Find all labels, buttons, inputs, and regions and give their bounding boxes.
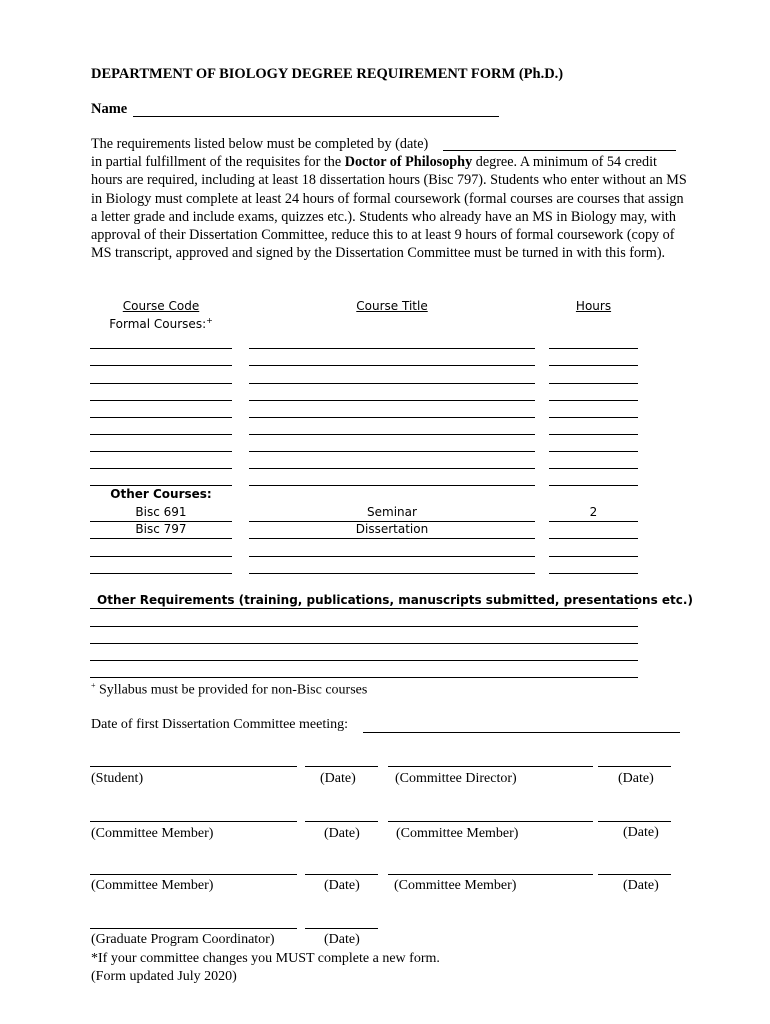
- footnote-text: Syllabus must be provided for non-Bisc courses: [99, 682, 368, 698]
- column-header-course-code: Course Code: [122, 299, 200, 313]
- other-requirements-line[interactable]: [90, 660, 638, 661]
- formal-row-hours-line[interactable]: [549, 400, 638, 401]
- other-courses-label: Other Courses:: [110, 487, 212, 501]
- formal-row-hours-line[interactable]: [549, 434, 638, 435]
- column-header-course-title: Course Title: [356, 299, 428, 313]
- director-date-line[interactable]: [598, 766, 671, 767]
- committee-change-notice: *If your committee changes you MUST complete a new form.: [91, 951, 440, 966]
- intro-paragraph: [91, 135, 691, 262]
- first-meeting-date-line[interactable]: [363, 732, 680, 733]
- other-requirements-line[interactable]: [90, 677, 638, 678]
- committee-member-date-line[interactable]: [598, 874, 671, 875]
- intro-part2: in partial fulfillment of the requisites for the: [91, 154, 342, 171]
- other-requirements-line[interactable]: [90, 608, 638, 609]
- committee-member-label: (Committee Member): [394, 878, 517, 893]
- other-row-title-line[interactable]: [249, 556, 535, 557]
- other-course-hours: 2: [589, 505, 598, 519]
- formal-row-hours-line[interactable]: [549, 348, 638, 349]
- formal-courses-label: [90, 316, 232, 331]
- formal-row-code-line[interactable]: [90, 485, 232, 486]
- other-row-hours-line[interactable]: [549, 538, 638, 539]
- other-course-code: Bisc 691: [135, 505, 187, 519]
- student-date-line[interactable]: [305, 766, 378, 767]
- formal-row-code-line[interactable]: [90, 365, 232, 366]
- formal-row-hours-line[interactable]: [549, 383, 638, 384]
- formal-row-code-line[interactable]: [90, 417, 232, 418]
- other-row-title-line[interactable]: [249, 538, 535, 539]
- intro-part3: degree. A minimum of 54 credit hours are required, including at least 18 dissertation hours (Bisc 797). Students who enter without an MS in Biology must complete at least 24 hours of formal coursework (formal courses are courses that assign a letter grade and include exams, quizzes etc.). Students who already have an MS in Biology may, with approval of their Dissertation Committee, reduce this to at least 9 hours of formal coursework (copy of MS transcript, approved and signed by the Dissertation Committee must be turned in with this form).: [91, 154, 687, 262]
- student-signature-line[interactable]: [90, 766, 297, 767]
- column-header-hours: Hours: [575, 299, 612, 313]
- formal-row-title-line[interactable]: [249, 485, 535, 486]
- formal-row-code-line[interactable]: [90, 434, 232, 435]
- committee-member-label: (Committee Member): [91, 826, 214, 841]
- formal-row-title-line[interactable]: [249, 400, 535, 401]
- formal-row-code-line[interactable]: [90, 383, 232, 384]
- committee-member-date-label: (Date): [623, 878, 659, 893]
- formal-courses-sup: +: [206, 316, 213, 325]
- other-row-hours-line[interactable]: [549, 573, 638, 574]
- coordinator-date-line[interactable]: [305, 928, 378, 929]
- form-updated-note: (Form updated July 2020): [91, 969, 237, 984]
- formal-row-title-line[interactable]: [249, 434, 535, 435]
- other-course-title: Dissertation: [355, 522, 429, 536]
- other-requirements-line[interactable]: [90, 643, 638, 644]
- intro-part1: The requirements listed below must be completed by (date): [91, 136, 429, 152]
- formal-row-code-line[interactable]: [90, 348, 232, 349]
- committee-member-date-label: (Date): [324, 826, 360, 841]
- committee-member-label: (Committee Member): [396, 826, 519, 841]
- form-title: DEPARTMENT OF BIOLOGY DEGREE REQUIREMENT FORM (Ph.D.): [91, 66, 564, 82]
- director-date-label: (Date): [618, 771, 654, 786]
- committee-member-signature-line[interactable]: [388, 821, 593, 822]
- formal-row-code-line[interactable]: [90, 451, 232, 452]
- committee-member-date-label: (Date): [623, 825, 659, 840]
- other-course-code: Bisc 797: [135, 522, 187, 536]
- formal-row-hours-line[interactable]: [549, 468, 638, 469]
- other-row-hours-line[interactable]: [549, 521, 638, 522]
- committee-member-date-line[interactable]: [305, 821, 378, 822]
- formal-row-hours-line[interactable]: [549, 417, 638, 418]
- committee-member-label: (Committee Member): [91, 878, 214, 893]
- formal-row-title-line[interactable]: [249, 365, 535, 366]
- committee-member-signature-line[interactable]: [90, 821, 297, 822]
- coordinator-date-label: (Date): [324, 932, 360, 947]
- coordinator-label: (Graduate Program Coordinator): [91, 932, 275, 947]
- formal-row-hours-line[interactable]: [549, 365, 638, 366]
- other-requirements-line[interactable]: [90, 626, 638, 627]
- formal-courses-text: Formal Courses:: [109, 317, 207, 331]
- director-signature-line[interactable]: [388, 766, 593, 767]
- footnote-sup: +: [91, 681, 96, 690]
- completion-date-line[interactable]: [443, 150, 676, 151]
- committee-member-date-label: (Date): [324, 878, 360, 893]
- other-row-title-line[interactable]: [249, 573, 535, 574]
- formal-row-title-line[interactable]: [249, 468, 535, 469]
- committee-member-date-line[interactable]: [305, 874, 378, 875]
- committee-director-label: (Committee Director): [395, 771, 517, 786]
- other-row-hours-line[interactable]: [549, 556, 638, 557]
- first-meeting-label: Date of first Dissertation Committee meeting:: [91, 717, 348, 732]
- formal-row-hours-line[interactable]: [549, 485, 638, 486]
- formal-row-title-line[interactable]: [249, 383, 535, 384]
- formal-row-title-line[interactable]: [249, 417, 535, 418]
- other-row-code-line[interactable]: [90, 556, 232, 557]
- committee-member-signature-line[interactable]: [388, 874, 593, 875]
- name-field-line[interactable]: [133, 116, 499, 117]
- committee-member-date-line[interactable]: [598, 821, 671, 822]
- other-course-title: Seminar: [367, 505, 417, 519]
- other-row-code-line[interactable]: [90, 573, 232, 574]
- other-row-code-line[interactable]: [90, 538, 232, 539]
- formal-row-code-line[interactable]: [90, 468, 232, 469]
- coordinator-signature-line[interactable]: [90, 928, 297, 929]
- formal-row-code-line[interactable]: [90, 400, 232, 401]
- formal-row-title-line[interactable]: [249, 451, 535, 452]
- student-label: (Student): [91, 771, 144, 786]
- name-label: Name: [91, 101, 128, 117]
- formal-row-hours-line[interactable]: [549, 451, 638, 452]
- intro-degree: Doctor of Philosophy: [344, 154, 473, 171]
- other-requirements-label: Other Requirements (training, publications, manuscripts submitted, presentations etc.): [97, 593, 693, 607]
- student-date-label: (Date): [320, 771, 356, 786]
- formal-row-title-line[interactable]: [249, 348, 535, 349]
- committee-member-signature-line[interactable]: [90, 874, 297, 875]
- syllabus-footnote: [91, 681, 367, 699]
